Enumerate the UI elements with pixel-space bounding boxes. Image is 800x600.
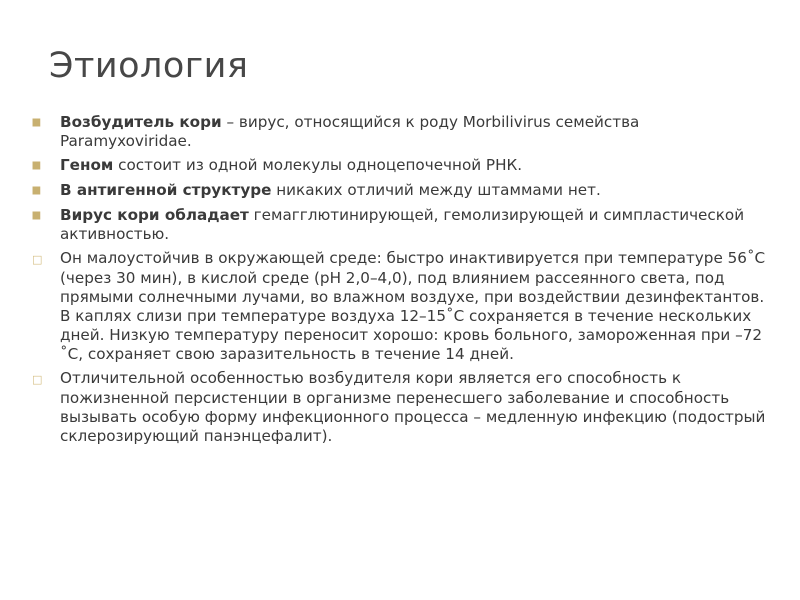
bullet-text xyxy=(60,113,767,151)
bullet-bold-text: В антигенной структуре xyxy=(60,181,272,200)
bullet-bold-text: Возбудитель кори xyxy=(60,113,222,131)
bullet-item xyxy=(32,369,767,446)
slide-title: Этиология xyxy=(49,46,249,86)
hollow-bullet-icon: □ xyxy=(32,253,43,267)
bullet-item xyxy=(32,156,767,176)
bullet-body-text: никаких отличий между штаммами нет. xyxy=(271,181,601,200)
bullet-text xyxy=(60,206,767,244)
hollow-bullet-icon: □ xyxy=(32,373,43,387)
filled-bullet-icon: ⯀ xyxy=(32,117,41,130)
bullet-text xyxy=(60,369,767,446)
bullet-body-text: гемагглютинирующей, гемолизирующей и симпластической активностью. xyxy=(60,206,745,244)
bullet-body-text: состоит из одной молекулы одноцепочечной РНК. xyxy=(113,156,523,175)
bullet-item xyxy=(32,113,767,151)
bullet-body-text: – вирус, относящийся к роду Morbilivirus семейства Paramyxoviridae. xyxy=(60,113,640,151)
filled-bullet-icon: ⯀ xyxy=(32,185,41,199)
bullet-item xyxy=(32,181,767,201)
bullet-text xyxy=(60,181,767,200)
bullet-item xyxy=(32,206,767,244)
bullet-list xyxy=(32,113,767,451)
bullet-text xyxy=(60,156,767,175)
bullet-bold-text: Геном xyxy=(60,156,114,175)
bullet-body-text: Отличительной особенностью возбудителя кори является его способность к пожизненной персистенции в организме перенесшего заболевание и способность вызывать особую форму инфекционного процесса – медленную инфекцию (подострый склерозирующий панэнцефалит). xyxy=(60,369,766,446)
filled-bullet-icon: ⯀ xyxy=(32,210,41,224)
filled-bullet-icon: ⯀ xyxy=(32,160,41,174)
bullet-body-text: Он малоустойчив в окружающей среде: быстро инактивируется при температуре 56˚С (через 30 мин), в кислой среде (рН 2,0–4,0), под влиянием рассеянного света, под прямыми солнечными лучами, во влажном воздухе, при воздействии дезинфектантов. В каплях слизи при температуре воздуха 12–15˚С сохраняется в течение нескольких дней. Низкую температуру переносит хорошо: кровь больного, замороженная при –72 ˚С, сохраняет свою заразительность в течение 14 дней. xyxy=(60,249,766,364)
bullet-bold-text: Вирус кори обладает xyxy=(60,206,249,225)
bullet-item xyxy=(32,249,767,364)
bullet-text xyxy=(60,249,767,364)
